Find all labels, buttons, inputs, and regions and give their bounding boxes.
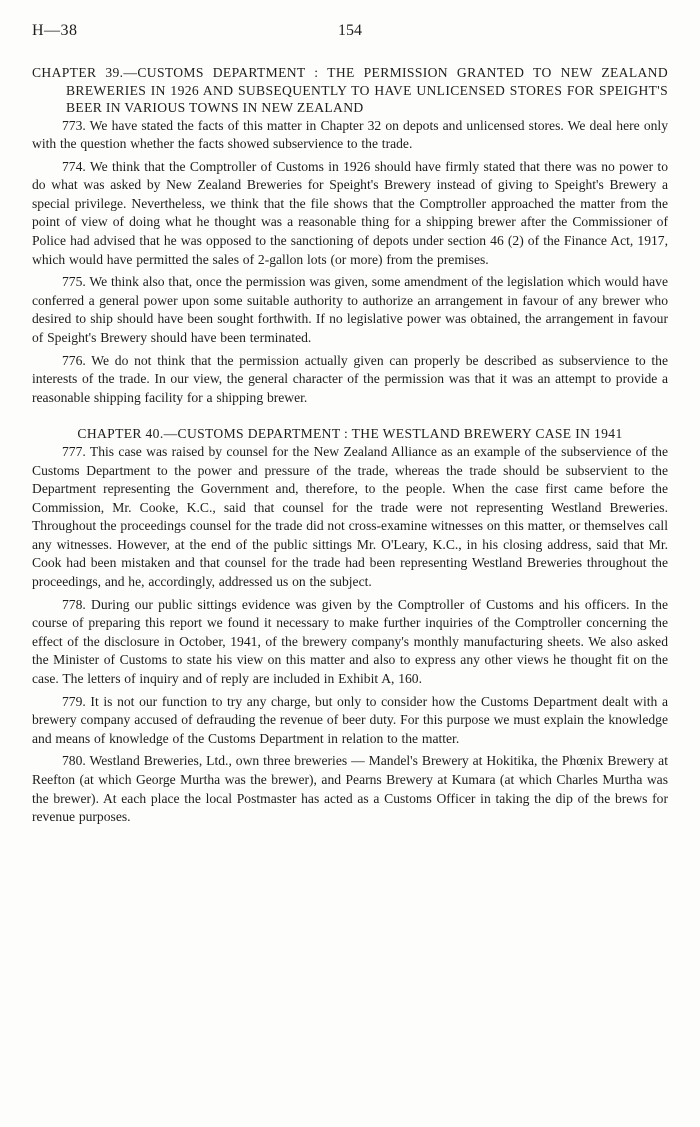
paragraph-779: 779. It is not our function to try any charge, but only to consider how the Customs Department dealt with a brewery company accused of defrauding the revenue of beer duty. For this purpose we must explain the knowledge and means of knowledge of the Customs Department in relation to the matter.	[32, 693, 668, 746]
paragraph-777: 777. This case was raised by counsel for the New Zealand Alliance as an example of the subservience of the Customs Department to the power and pressure of the trade, whereas the trade should be subservient to the Department representing the Government and, therefore, to the people. When the case first came before the Commission, Mr. Cooke, K.C., said that counsel for the trade were not representing Westland Breweries. Throughout the proceedings counsel for the trade did not cross-examine witnesses on this matter, or themselves call any witnesses. However, at the end of the public sittings Mr. O'Leary, K.C., in his closing address, said that Mr. Cook had been mistaken and that counsel for the trade had been representing Westland Breweries throughout the proceedings, and he, accordingly, addressed us on the subject.	[32, 443, 668, 590]
paragraph-775: 775. We think also that, once the permission was given, some amendment of the legislation which would have conferred a general power upon some suitable authority to authorize an arrangement in favour of any brewer who desired to ship should have been sought forthwith. If no legislative power was obtained, the arrangement in favour of Speight's Brewery should have been terminated.	[32, 274, 668, 346]
document-reference: H—38	[32, 22, 78, 39]
page-number: 154	[338, 22, 362, 39]
paragraph-773: 773. We have stated the facts of this matter in Chapter 32 on depots and unlicensed stores. We deal here only with the question whether the facts showed subservience to the trade.	[32, 117, 668, 152]
section-spacer	[32, 411, 668, 425]
chapter-39-heading: CHAPTER 39.—CUSTOMS DEPARTMENT : THE PERMISSION GRANTED TO NEW ZEALAND BREWERIES IN 1926 AND SUBSEQUENTLY TO HAVE UNLICENSED STORES FOR SPEIGHT'S BEER IN VARIOUS TOWNS IN NEW ZEALAND	[32, 65, 668, 115]
paragraph-774: 774. We think that the Comptroller of Customs in 1926 should have firmly stated that there was no power to do what was asked by New Zealand Breweries for Speight's Brewery instead of giving to Speight's Brewery a special privilege. Nevertheless, we think that the file shows that the Comptroller approached the matter from the point of view of doing what he thought was a reasonable thing for a shipping brewer after the Commissioner of Police had advised that he was opposed to the sanctioning of depots under section 46 (2) of the Finance Act, 1917, which would have permitted the sales of 2-gallon lots (or more) from the premises.	[32, 158, 668, 267]
paragraph-776: 776. We do not think that the permission actually given can properly be described as subservience to the interests of the trade. In our view, the general character of the permission was that it was an attempt to provide a reasonable shipping facility for a shipping brewer.	[32, 352, 668, 405]
chapter-40-heading: CHAPTER 40.—CUSTOMS DEPARTMENT : THE WESTLAND BREWERY CASE IN 1941	[77, 426, 623, 442]
paragraph-778: 778. During our public sittings evidence was given by the Comptroller of Customs and his officers. In the course of preparing this report we found it necessary to make further inquiries of the Comptroller concerning the effect of the disclosure in October, 1941, of the brewery company's monthly manufacturing sheets. We also asked the Minister of Customs to state his view on this matter and also to express any other views he thought fit on the case. The letters of inquiry and of reply are included in Exhibit A, 160.	[32, 596, 668, 687]
running-header	[32, 22, 668, 44]
page-body	[32, 64, 668, 831]
paragraph-780: 780. Westland Breweries, Ltd., own three breweries — Mandel's Brewery at Hokitika, the Phœnix Brewery at Reefton (at which George Murtha was the brewer), and Pearns Brewery at Kumara (at which Charles Murtha was the brewer). At each place the local Postmaster has acted as a Customs Officer in taking the dip of the brews for revenue purposes.	[32, 753, 668, 825]
